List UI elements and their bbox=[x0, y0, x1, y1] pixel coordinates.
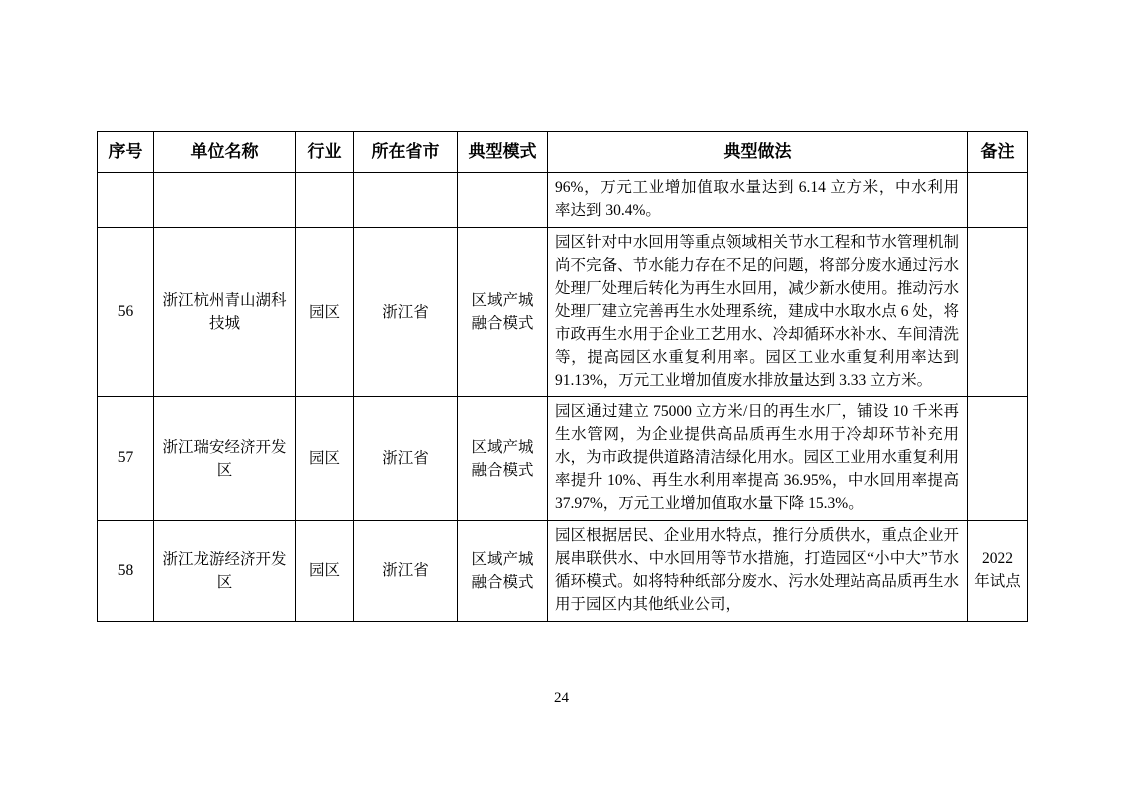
cell-serial-number bbox=[98, 173, 154, 228]
table-row bbox=[98, 521, 1028, 622]
cell-typical-practice: 96%，万元工业增加值取水量达到 6.14 立方米，中水利用率达到 30.4%。 bbox=[548, 173, 968, 228]
cell-remark bbox=[968, 173, 1028, 228]
cell-industry: 园区 bbox=[296, 397, 354, 521]
cell-unit-name: 浙江杭州青山湖科技城 bbox=[154, 227, 296, 397]
cell-unit-name: 浙江瑞安经济开发区 bbox=[154, 397, 296, 521]
table-row bbox=[98, 397, 1028, 521]
header-typical-mode: 典型模式 bbox=[458, 132, 548, 173]
cell-typical-mode bbox=[458, 173, 548, 228]
table-row bbox=[98, 227, 1028, 397]
cell-unit-name: 浙江龙游经济开发区 bbox=[154, 521, 296, 622]
cell-typical-mode: 区域产城融合模式 bbox=[458, 521, 548, 622]
cell-serial-number: 56 bbox=[98, 227, 154, 397]
cell-serial-number: 58 bbox=[98, 521, 154, 622]
cell-remark bbox=[968, 227, 1028, 397]
cell-industry: 园区 bbox=[296, 227, 354, 397]
cell-typical-practice: 园区根据居民、企业用水特点，推行分质供水，重点企业开展串联供水、中水回用等节水措施，打造园区“小中大”节水循环模式。如将特种纸部分废水、污水处理站高品质再生水用于园区内其他纸业公司， bbox=[548, 521, 968, 622]
cell-serial-number: 57 bbox=[98, 397, 154, 521]
cell-typical-mode: 区域产城融合模式 bbox=[458, 397, 548, 521]
header-unit-name: 单位名称 bbox=[154, 132, 296, 173]
cell-typical-mode: 区域产城融合模式 bbox=[458, 227, 548, 397]
cell-unit-name bbox=[154, 173, 296, 228]
cell-industry bbox=[296, 173, 354, 228]
header-remark: 备注 bbox=[968, 132, 1028, 173]
header-serial-number: 序号 bbox=[98, 132, 154, 173]
cell-remark bbox=[968, 397, 1028, 521]
page-number: 24 bbox=[554, 690, 569, 706]
cell-province-city: 浙江省 bbox=[354, 397, 458, 521]
table-header-row bbox=[98, 132, 1028, 173]
header-typical-practice: 典型做法 bbox=[548, 132, 968, 173]
cell-typical-practice: 园区通过建立 75000 立方米/日的再生水厂，铺设 10 千米再生水管网，为企业提供高品质再生水用于冷却环节补充用水，为市政提供道路清洁绿化用水。园区工业用水重复利用率提升 10%、再生水利用率提高 36.95%，中水回用率提高 37.97%，万元工业增加值取水量下降 15.3%。 bbox=[548, 397, 968, 521]
table-row bbox=[98, 173, 1028, 228]
cell-province-city: 浙江省 bbox=[354, 521, 458, 622]
cell-province-city: 浙江省 bbox=[354, 227, 458, 397]
cell-remark: 2022 年试点 bbox=[968, 521, 1028, 622]
cell-industry: 园区 bbox=[296, 521, 354, 622]
cell-typical-practice: 园区针对中水回用等重点领域相关节水工程和节水管理机制尚不完备、节水能力存在不足的问题，将部分废水通过污水处理厂处理后转化为再生水回用，减少新水使用。推动污水处理厂建立完善再生水处理系统，建成中水取水点 6 处，将市政再生水用于企业工艺用水、冷却循环水补水、车间清洗等，提高园区水重复利用率。园区工业水重复利用率达到 91.13%，万元工业增加值废水排放量达到 3.33 立方米。 bbox=[548, 227, 968, 397]
header-province-city: 所在省市 bbox=[354, 132, 458, 173]
cell-province-city bbox=[354, 173, 458, 228]
header-industry: 行业 bbox=[296, 132, 354, 173]
typical-practices-table bbox=[97, 131, 1028, 622]
